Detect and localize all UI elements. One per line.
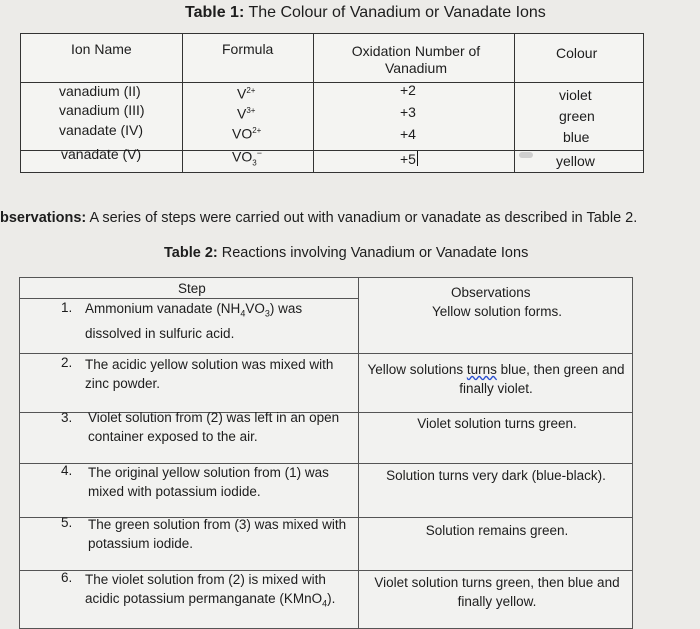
step-number: 4. [61, 463, 73, 478]
oxidation-cell: +2 [400, 82, 416, 98]
table1-divider [514, 34, 515, 172]
step-number: 3. [61, 410, 73, 425]
formula-base: V [237, 105, 247, 122]
table2-title [164, 245, 528, 261]
observation-part: Yellow solutions [367, 362, 467, 377]
step-number: 1. [61, 300, 73, 315]
spellcheck-word[interactable]: turns [466, 362, 497, 377]
header-colour: Colour [556, 45, 598, 61]
step-text-part: ) was dissolved in sulfuric acid. [85, 301, 303, 341]
oxidation-cell: +3 [400, 104, 416, 120]
table1-title-text: The Colour of Vanadium or Vanadate Ions [244, 4, 546, 21]
observation-part: blue, then green and finally violet. [459, 362, 625, 396]
table1-divider [182, 34, 183, 172]
ion-name-cell: vanadate (V) [61, 146, 142, 162]
formula-charge: 2+ [252, 126, 262, 135]
formula-subscript: 3 [252, 158, 257, 168]
formula-charge: 2+ [246, 86, 256, 95]
table1 [20, 33, 644, 173]
step-text: The green solution from (3) was mixed with potassium iodide. [88, 517, 347, 551]
header-oxidation-number [341, 43, 491, 77]
table2-title-label: Table 2: [164, 245, 218, 261]
formula-cell [237, 82, 255, 103]
step-text [85, 570, 347, 614]
observations-text: A series of steps were carried out with vanadium or vanadate as described in Table 2. [86, 210, 638, 226]
observation-text: Solution remains green. [425, 523, 569, 538]
step-number: 2. [61, 355, 73, 370]
step-number: 5. [61, 515, 73, 530]
step-text-part: ). [327, 591, 336, 606]
formula-cell [232, 145, 262, 171]
observations-intro [0, 210, 637, 226]
formula-base: V [237, 85, 247, 102]
observation-text: Violet solution turns green. [417, 416, 577, 431]
oxidation-cell: +4 [400, 126, 416, 142]
colour-cell: blue [563, 129, 590, 145]
colour-cell: yellow [556, 153, 595, 169]
step-text: The original yellow solution from (1) was mixed with potassium iodide. [88, 465, 329, 499]
table2-title-text: Reactions involving Vanadium or Vanadate Ions [217, 245, 529, 261]
observations-label: bservations: [0, 210, 87, 226]
observation-text: Solution turns very dark (blue-black). [386, 468, 606, 483]
ion-name-cell: vanadium (II) [59, 83, 141, 99]
observation-text [361, 360, 631, 398]
step-subscript: 4 [240, 308, 246, 319]
header-step: Step [178, 281, 206, 296]
table1-divider [313, 34, 314, 172]
table1-title-label: Table 1: [185, 4, 245, 21]
formula-cell [237, 102, 255, 123]
text-cursor [417, 151, 418, 166]
observation-text: Violet solution turns green, then blue and finally yellow. [374, 575, 620, 609]
ion-name-cell: vanadium (III) [59, 102, 145, 118]
step-text: The acidic yellow solution was mixed with zinc powder. [85, 357, 334, 391]
step-subscript: 4 [322, 598, 328, 609]
step-subscript: 3 [264, 308, 270, 319]
resize-handle[interactable] [519, 152, 533, 158]
step-text-part: VO [245, 301, 265, 316]
formula-base: VO [232, 148, 253, 165]
formula-base: VO [232, 125, 253, 142]
colour-cell: green [559, 108, 595, 124]
step-text-part: Ammonium vanadate (NH [85, 301, 241, 316]
table1-title [185, 4, 546, 22]
step-text [85, 299, 347, 343]
step-text: Violet solution from (2) was left in an open container exposed to the air. [88, 410, 340, 444]
step-number: 6. [61, 570, 73, 585]
ion-name-cell: vanadate (IV) [59, 122, 144, 138]
header-oxidation-line2: Vanadium [384, 60, 447, 76]
oxidation-value: +5 [400, 151, 416, 167]
table2-divider [358, 278, 359, 628]
step-text-part: The violet solution from (2) is mixed with acidic potassium permanganate (KMnO [85, 572, 326, 606]
colour-cell: violet [559, 87, 592, 103]
oxidation-cell-editing[interactable] [400, 151, 418, 168]
formula-charge: 3+ [246, 106, 256, 115]
header-ion-name: Ion Name [71, 41, 132, 57]
header-oxidation-line1: Oxidation Number of [351, 43, 481, 59]
formula-charge: − [256, 148, 262, 158]
table2-row-rule [20, 353, 632, 354]
observation-text: Yellow solution forms. [431, 304, 563, 319]
formula-cell [232, 122, 261, 143]
table2 [19, 277, 633, 629]
header-observations: Observations [451, 285, 531, 300]
header-formula: Formula [222, 41, 274, 57]
